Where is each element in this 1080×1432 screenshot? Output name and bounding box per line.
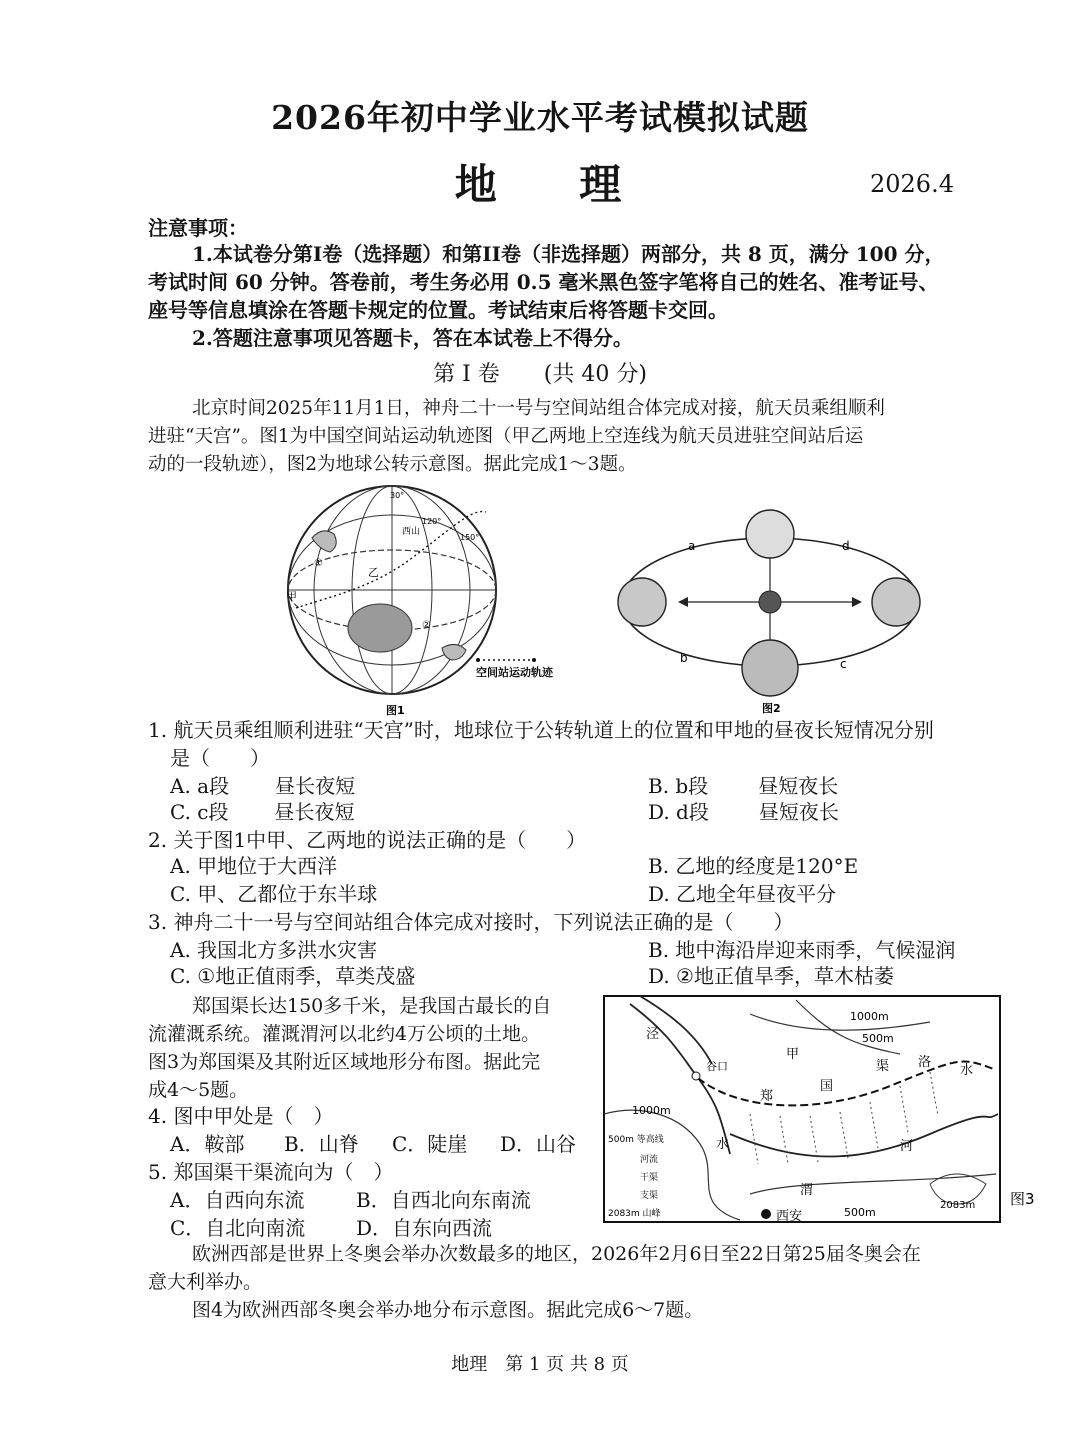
fig3-label: 水 xyxy=(960,1063,974,1078)
fig3-caption: 图3 xyxy=(1010,1190,1035,1208)
q3-option-a[interactable]: A. 我国北方多洪水灾害 xyxy=(170,938,378,962)
q1-option-c[interactable]: C. c段 昼长夜短 xyxy=(170,800,355,824)
q5-option-b[interactable]: B．自西北向东南流 xyxy=(356,1188,531,1212)
fig1-caption: 图1 xyxy=(386,704,405,717)
exam-title: 2026年初中学业水平考试模拟试题 xyxy=(271,98,809,137)
intro-line: 动的一段轨迹），图2为地球公转示意图。据此完成1～3题。 xyxy=(148,454,637,475)
fig1-legend: 空间站运动轨迹 xyxy=(476,666,553,679)
fig2-caption: 图2 xyxy=(762,702,781,715)
figure-1-globe xyxy=(272,478,572,718)
intro-line: 北京时间2025年11月1日，神舟二十一号与空间站组合体完成对接，航天员乘组顺利 xyxy=(192,398,885,419)
fig3-label: 1000m xyxy=(850,1010,889,1023)
note-line: 2.答题注意事项见答题卡，答在本试卷上不得分。 xyxy=(192,326,633,350)
intro3-line: 意大利举办。 xyxy=(148,1271,263,1293)
fig2-segment-b: b xyxy=(680,651,688,665)
q3-option-b[interactable]: B. 地中海沿岸迎来雨季，气候湿润 xyxy=(648,938,956,962)
q1-option-a[interactable]: A. a段 昼长夜短 xyxy=(170,774,356,798)
fig3-legend: 支渠 xyxy=(640,1191,659,1201)
section-title: 第 I 卷 (共 40 分) xyxy=(433,362,647,387)
fig3-label: 洛 xyxy=(918,1055,932,1070)
q2-option-d[interactable]: D. 乙地全年昼夜平分 xyxy=(648,882,837,906)
q4-option-a[interactable]: A．鞍部 xyxy=(170,1132,245,1156)
q4-option-d[interactable]: D．山谷 xyxy=(500,1132,577,1156)
question-2-stem: 2. 关于图1中甲、乙两地的说法正确的是（ ） xyxy=(148,828,587,852)
fig3-legend: 500m 等高线 xyxy=(608,1135,664,1145)
fig3-label: 500m xyxy=(844,1206,876,1219)
question-5-stem: 5. 郑国渠干渠流向为（ ） xyxy=(148,1160,394,1184)
intro3-line: 图4为欧洲西部冬奥会举办地分布示意图。据此完成6～7题。 xyxy=(192,1299,704,1321)
intro2-line: 郑国渠长达150多千米，是我国古最长的自 xyxy=(192,995,552,1017)
fig3-label-gukou: 谷口 xyxy=(706,1060,728,1073)
question-3-stem: 3. 神舟二十一号与空间站组合体完成对接时，下列说法正确的是（ ） xyxy=(148,910,794,934)
fig3-label-jia: 甲 xyxy=(786,1047,800,1062)
question-1-stem-cont: 是（ ） xyxy=(170,746,270,770)
fig3-label: 水 xyxy=(716,1137,730,1152)
q4-option-c[interactable]: C．陡崖 xyxy=(392,1132,468,1156)
fig3-label: 河 xyxy=(900,1139,914,1154)
fig3-label: 1000m xyxy=(632,1104,671,1117)
page-footer: 地理 第 1 页 共 8 页 xyxy=(451,1354,629,1375)
q4-option-b[interactable]: B．山脊 xyxy=(284,1132,359,1156)
figure-2-orbit xyxy=(612,508,932,718)
fig1-label-1: ① xyxy=(314,558,323,569)
question-4-stem: 4. 图中甲处是（ ） xyxy=(148,1104,334,1128)
fig3-label: 渭 xyxy=(800,1183,814,1198)
fig3-legend: 2083m 山峰 xyxy=(608,1209,661,1219)
q5-option-d[interactable]: D．自东向西流 xyxy=(356,1216,493,1240)
fig1-label-yi: 乙 xyxy=(368,566,379,579)
fig3-label-jing: 泾 xyxy=(646,1027,660,1042)
figure-3-map xyxy=(600,994,1050,1226)
fig1-label-xishan: 西山 xyxy=(402,527,421,537)
fig1-lon-label: 30° xyxy=(390,491,405,500)
q1-option-d[interactable]: D. d段 昼短夜长 xyxy=(648,800,839,824)
exam-date: 2026.4 xyxy=(870,170,954,198)
fig1-lon-label: 150° xyxy=(460,533,480,542)
fig3-label: 国 xyxy=(820,1079,834,1094)
q1-option-b[interactable]: B. b段 昼短夜长 xyxy=(648,774,839,798)
fig3-label: 500m xyxy=(862,1032,894,1045)
intro2-line: 流灌溉系统。灌溉渭河以北约4万公顷的土地。 xyxy=(148,1023,541,1045)
q2-option-c[interactable]: C. 甲、乙都位于东半球 xyxy=(170,882,378,906)
q3-option-c[interactable]: C. ①地正值雨季，草类茂盛 xyxy=(170,964,416,988)
fig3-label: 郑 xyxy=(760,1089,774,1104)
intro-line: 进驻“天宫”。图1为中国空间站运动轨迹图（甲乙两地上空连线为航天员进驻空间站后运 xyxy=(148,426,864,447)
subject-title: 地 理 xyxy=(454,160,656,209)
fig1-label-jia: 甲 xyxy=(286,590,297,603)
fig1-lon-label: 120° xyxy=(422,517,442,526)
note-line: 考试时间 60 分钟。答卷前，考生务必用 0.5 毫米黑色签字笔将自己的姓名、准考证号、 xyxy=(148,270,939,294)
fig3-label: 渠 xyxy=(876,1059,890,1074)
fig3-label: 2083m xyxy=(940,1200,976,1211)
q3-option-d[interactable]: D. ②地正值旱季，草木枯萎 xyxy=(648,964,894,988)
fig2-segment-a: a xyxy=(688,539,696,553)
q5-option-c[interactable]: C．自北向南流 xyxy=(170,1216,306,1240)
intro2-line: 图3为郑国渠及其附近区域地形分布图。据此完 xyxy=(148,1051,541,1073)
question-1-stem: 1. 航天员乘组顺利进驻“天宫”时，地球位于公转轨道上的位置和甲地的昼夜长短情况分别 xyxy=(148,718,934,742)
q2-option-a[interactable]: A. 甲地位于大西洋 xyxy=(170,854,338,878)
q2-option-b[interactable]: B. 乙地的经度是120°E xyxy=(648,854,859,878)
fig2-segment-c: c xyxy=(840,657,847,671)
notes-heading: 注意事项： xyxy=(148,216,248,240)
intro2-line: 成4～5题。 xyxy=(148,1079,249,1101)
intro3-line: 欧洲西部是世界上冬奥会举办次数最多的地区，2026年2月6日至22日第25届冬奥会在 xyxy=(192,1243,921,1265)
q5-option-a[interactable]: A．自西向东流 xyxy=(170,1188,305,1212)
fig3-legend: 河流 xyxy=(640,1155,659,1165)
fig3-legend: 干渠 xyxy=(640,1173,659,1183)
fig3-label-xian: 西安 xyxy=(776,1209,803,1224)
note-line: 1.本试卷分第I卷（选择题）和第II卷（非选择题）两部分，共 8 页，满分 100 分， xyxy=(192,242,945,266)
fig2-segment-d: d xyxy=(842,539,850,553)
note-line: 座号等信息填涂在答题卡规定的位置。考试结束后将答题卡交回。 xyxy=(148,298,728,322)
fig1-label-2: ② xyxy=(422,620,431,631)
